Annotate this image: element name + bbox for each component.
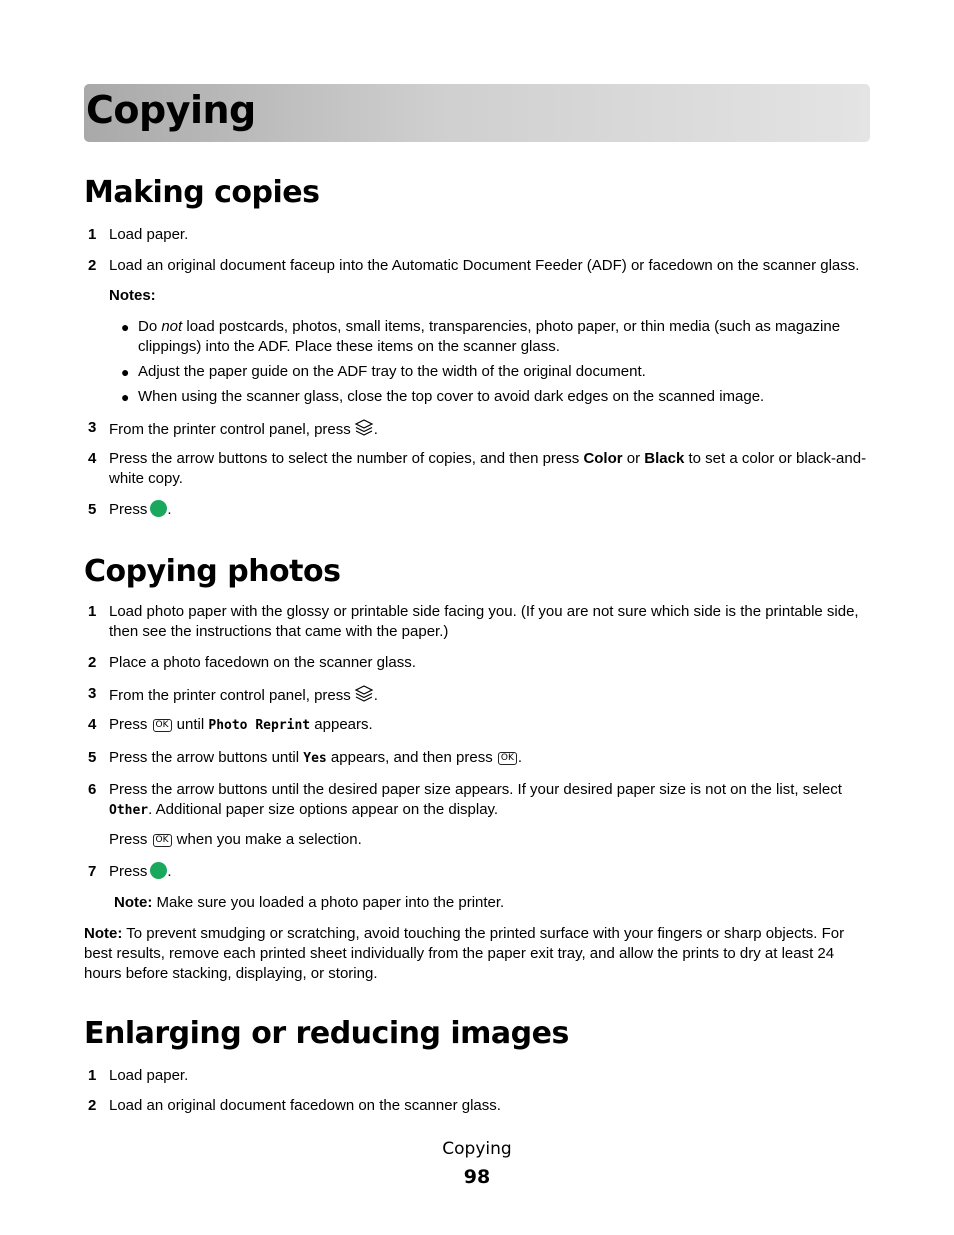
step-number: 5 bbox=[88, 501, 97, 518]
notes-label: Notes: bbox=[109, 287, 156, 304]
step-number: 2 bbox=[88, 1097, 97, 1114]
note-emphasis: not bbox=[161, 318, 183, 335]
step-number: 2 bbox=[88, 257, 97, 274]
start-button-icon bbox=[150, 500, 167, 517]
step-number: 7 bbox=[88, 863, 97, 880]
display-text-other: Other bbox=[109, 803, 149, 818]
step-number: 4 bbox=[88, 716, 97, 733]
step-text: Load photo paper with the glossy or printable side facing you. (If you are not sure which side is the printable side, then see the instructions that came with the paper.) bbox=[109, 603, 859, 640]
display-text-photo-reprint: Photo Reprint bbox=[208, 718, 311, 733]
chapter-banner bbox=[84, 84, 870, 142]
step-number: 1 bbox=[88, 226, 97, 243]
note-label: Note: bbox=[114, 894, 153, 911]
step-number: 1 bbox=[88, 603, 97, 620]
note-text: load postcards, photos, small items, transparencies, photo paper, or thin media (such as magazine clippings) into the ADF. Place these items on the scanner glass. bbox=[138, 318, 841, 355]
note-text: Do bbox=[138, 318, 162, 335]
heading-making-copies: Making copies bbox=[84, 175, 320, 210]
copy-layers-icon bbox=[354, 418, 374, 444]
ok-button-icon: OK bbox=[153, 834, 172, 847]
note-text: Make sure you loaded a photo paper into the printer. bbox=[152, 894, 505, 911]
start-button-icon bbox=[150, 862, 167, 879]
step-number: 5 bbox=[88, 749, 97, 766]
display-text-yes: Yes bbox=[303, 751, 327, 766]
step-text: Press bbox=[109, 831, 148, 848]
step-text: Load paper. bbox=[109, 226, 189, 243]
step-text: From the printer control panel, press bbox=[109, 687, 351, 704]
step-text: Press the arrow buttons to select the number of copies, and then press bbox=[109, 450, 584, 467]
note-label: Note: bbox=[84, 925, 123, 942]
step-text: Press the arrow buttons until bbox=[109, 749, 304, 766]
footer-section-title: Copying bbox=[442, 1139, 512, 1159]
ok-button-icon: OK bbox=[153, 719, 172, 732]
step-text: From the printer control panel, press bbox=[109, 421, 351, 438]
step-text: Place a photo facedown on the scanner glass. bbox=[109, 654, 416, 671]
footer-page-number: 98 bbox=[463, 1166, 491, 1188]
step-text: Load an original document facedown on the scanner glass. bbox=[109, 1097, 501, 1114]
copy-layers-icon bbox=[354, 684, 374, 710]
chapter-title: Copying bbox=[86, 88, 256, 132]
step-text: Press bbox=[109, 716, 148, 733]
bullet-icon: ● bbox=[121, 389, 130, 405]
ok-button-icon: OK bbox=[498, 752, 517, 765]
black-button-label: Black bbox=[644, 450, 685, 467]
bullet-icon: ● bbox=[121, 319, 130, 335]
color-button-label: Color bbox=[583, 450, 623, 467]
heading-copying-photos: Copying photos bbox=[84, 554, 341, 589]
note-smudging bbox=[84, 924, 874, 984]
step-text: Press the arrow buttons until the desired paper size appears. If your desired paper size is not on the list, select bbox=[109, 781, 842, 798]
step-number: 6 bbox=[88, 781, 97, 798]
step-number: 3 bbox=[88, 419, 97, 436]
step-number: 2 bbox=[88, 654, 97, 671]
step-text: Press bbox=[109, 863, 148, 880]
heading-enlarging-reducing: Enlarging or reducing images bbox=[84, 1016, 569, 1051]
step-number: 3 bbox=[88, 685, 97, 702]
note-text: When using the scanner glass, close the top cover to avoid dark edges on the scanned image. bbox=[138, 388, 765, 405]
note-text: To prevent smudging or scratching, avoid touching the printed surface with your fingers or sharp objects. For best results, remove each printed sheet individually from the paper exit tray, and allow the prints to dry at least 24 hours before stacking, displaying, or storing. bbox=[84, 925, 845, 982]
note-text: Adjust the paper guide on the ADF tray to the width of the original document. bbox=[138, 363, 646, 380]
step-text: Press bbox=[109, 501, 148, 518]
bullet-icon: ● bbox=[121, 364, 130, 380]
step-text: Load an original document faceup into the Automatic Document Feeder (ADF) or facedown on the scanner glass. bbox=[109, 257, 860, 274]
step-text: Load paper. bbox=[109, 1067, 189, 1084]
step-number: 4 bbox=[88, 450, 97, 467]
step-number: 1 bbox=[88, 1067, 97, 1084]
